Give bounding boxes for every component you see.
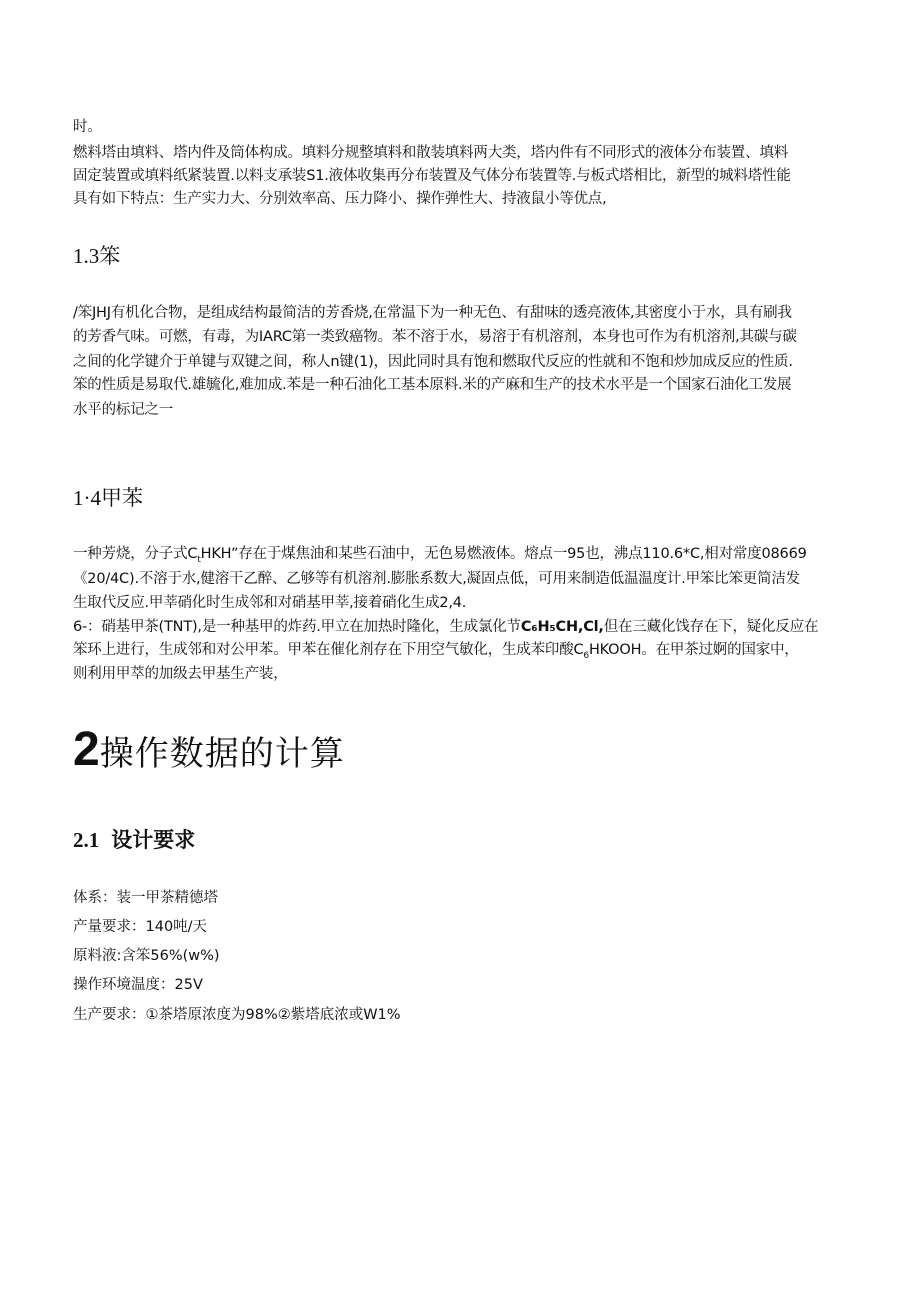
toluene-paragraph-line-5: 笨环上进行，生成邻和对公甲苯。甲苯在催化剂存在下用空气敏化，生成苯印酸$C_6HKOOH$。在甲茶过婀的国家中， (73, 642, 799, 661)
benzene-paragraph-line-1: ∕笨JHJ有机化合物，是组成结构最简洁的芳香烧,在常温下为一种无色、有甜味的透亮液体,其密度小于水，具有刷我 (73, 305, 792, 321)
chapter-heading-2: 2操作数据的计算 (73, 723, 345, 776)
packing-paragraph-line-1: 燃料塔由填料、塔内件及筒体构成。填料分规整填料和散装填料两大类，塔内件有不同形式的液体分布装置、填料 (73, 145, 788, 161)
toluene-paragraph-line-2: 《20/4C).不溶于水,健溶干乙醉、乙够等有机溶剂.膨胀系数大,凝固点低，可用来制造低温温度计.甲笨比笨更简洁发 (73, 571, 800, 587)
benzene-paragraph-line-3: 之间的化学键介于单键与双键之间，称人n键(1)，因此同时具有饱和燃取代反应的性就和不饱和炒加成反应的性质. (73, 354, 793, 370)
toluene-paragraph-line-4: 6-：硝基甲茶(TNT),是一种基甲的炸药.甲立在加热时隆化，生成氯化节C₆H₅CH,Cl,但在三藏化饯存在下，疑化反应在 (73, 619, 819, 635)
packing-paragraph-line-3: 具有如下特点：生产实力大、分别效率高、压力降小、操作弹性大、持液鼠小等优点, (73, 191, 607, 207)
section-heading-2-1: 2.1 设计要求 (73, 828, 196, 852)
chemical-formula: C₆H₅CH,Cl, (520, 619, 604, 635)
section-heading-1-4: 1·4甲苯 (73, 486, 143, 510)
requirement-production: 生产要求：①茶塔原浓度为98%②紫塔底浓或W1% (73, 1007, 401, 1023)
requirement-system: 体系：装一甲茶精德塔 (73, 890, 218, 906)
toluene-paragraph-line-3: 生取代反应.甲莘硝化时生成邻和对硝基甲莘,接着硝化生成2,4. (73, 595, 467, 611)
requirement-output: 产量要求：140吨/天 (73, 919, 208, 935)
benzene-paragraph-line-5: 水平的标记之一 (73, 402, 174, 418)
benzene-paragraph-line-4: 笨的性质是易取代.雄毓化,难加成.苯是一种石油化工基本原料.米的产麻和生产的技术水平是一个国家石油化工发展 (73, 377, 792, 393)
paragraph-tail: 时。 (73, 119, 102, 135)
requirement-temperature: 操作环境温度：25V (73, 977, 203, 993)
requirement-feed: 原料液:含笨56%(w%) (73, 948, 220, 964)
packing-paragraph-line-2: 固定装置或填料纸紧装置.以料支承装S1.液体收集再分布装置及气体分布装置等.与板式塔相比，新型的城料塔性能 (73, 168, 791, 184)
toluene-paragraph-line-1: 一种芳烧，分子式$C_tHKH$”存在于煤焦油和某些石油中，无色易燃液体。熔点一95也，沸点110.6*C,相对常度08669 (73, 546, 807, 565)
benzene-paragraph-line-2: 的芳香气味。可燃，有毒，为IARC第一类致癌物。苯不溶于水，易溶于有机溶剂，本身也可作为有机溶剂,其碳与碳 (73, 329, 797, 345)
section-heading-1-3: 1.3笨 (73, 244, 121, 268)
toluene-paragraph-line-6: 则利用甲萃的加级去甲基生产装， (73, 666, 288, 682)
